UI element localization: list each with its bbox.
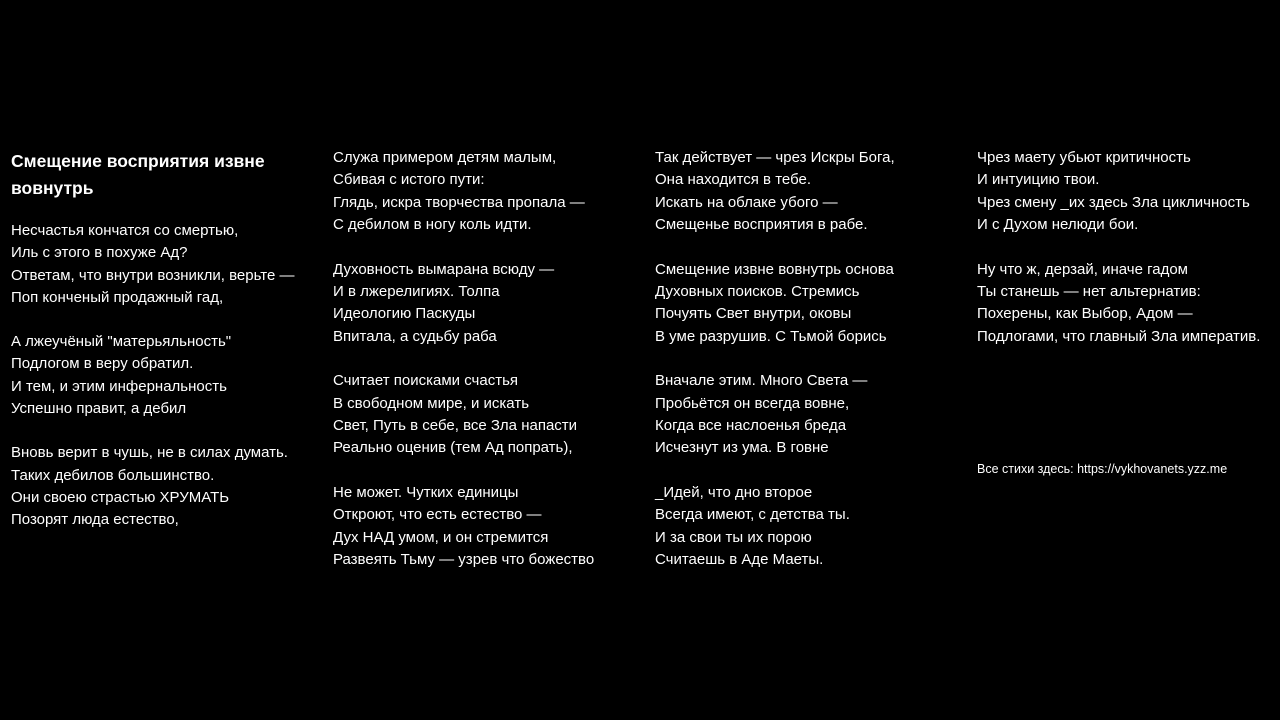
poem-line: Смещение извне вовнутрь основа	[655, 260, 894, 278]
poem-line: Почуять Свет внутри, оковы	[655, 305, 852, 323]
stanza-3-3	[655, 370, 965, 459]
poem-line: Вновь верит в чушь, не в силах думать.	[11, 444, 288, 462]
poem-line: Идеологию Паскуды	[333, 305, 476, 323]
poem-line: Позорят люда естество,	[11, 511, 179, 529]
column-3	[655, 147, 965, 594]
poem-line: Развеять Тьму — узрев что божество	[333, 550, 595, 568]
poem-line: Поп конченый продажный гад,	[11, 288, 224, 306]
poem-line: Чрез маету убьют критичность	[977, 149, 1191, 166]
poem-line: Вначале этим. Много Света —	[655, 372, 868, 390]
poem-line: Смещенье восприятия в рабе.	[655, 215, 868, 233]
poem-line: Реально оценив (тем Ад попрать),	[333, 439, 573, 457]
poem-line: Они своею страстью ХРУМАТЬ	[11, 488, 230, 506]
poem-line: А лжеучёный "матерьяльность"	[11, 333, 232, 351]
poem-line: И тем, и этим инфернальность	[11, 377, 227, 395]
poem-line: Сбивая с истого пути:	[333, 171, 485, 189]
stanza-4-2	[977, 259, 1277, 348]
poem-line: Духовных поисков. Стремись	[655, 282, 860, 300]
poem-line: Свет, Путь в себе, все Зла напасти	[333, 416, 578, 434]
poem-line: Несчастья кончатся со смертью,	[11, 222, 239, 239]
stanza-2-4	[333, 482, 643, 571]
poem-line: И за свои ты их порою	[655, 528, 812, 546]
poem-line: Впитала, а судьбу раба	[333, 327, 497, 345]
stanza-3-4	[655, 482, 965, 571]
poem-line: С дебилом в ногу коль идти.	[333, 215, 532, 233]
stanza-3-2	[655, 259, 965, 348]
poem-line: Так действует — чрез Искры Бога,	[655, 149, 895, 166]
poem-line: Исчезнут из ума. В говне	[655, 439, 829, 457]
column-2	[333, 147, 643, 594]
column-4	[977, 147, 1277, 370]
poem-line: Считает поисками счастья	[333, 372, 519, 390]
poem-line: Когда все наслоенья бреда	[655, 416, 847, 434]
stanza-1-3	[11, 442, 321, 531]
footer-link-text[interactable]: Все стихи здесь: https://vykhovanets.yzz.me	[977, 462, 1228, 476]
poem-line: Ответам, что внутри возникли, верьте —	[11, 266, 295, 284]
stanza-2-3	[333, 370, 643, 459]
poem-line: Подлогом в веру обратил.	[11, 355, 194, 373]
poem-line: Ты станешь — нет альтернатив:	[977, 282, 1201, 300]
poem-line: Пробьётся он всегда вовне,	[655, 394, 850, 412]
poem-line: Иль с этого в похуже Ад?	[11, 244, 188, 262]
poem-line: И интуицию твои.	[977, 171, 1100, 189]
poem-line: Дух НАД умом, и он стремится	[333, 528, 549, 546]
stanza-3-1	[655, 147, 965, 236]
poem-line: Не может. Чутких единицы	[333, 484, 519, 502]
poem-title: Смещение восприятия извне вовнутрь	[11, 151, 265, 198]
poem-line: Откроют, что есть естество —	[333, 506, 542, 524]
poem-line: Считаешь в Аде Маеты.	[655, 550, 824, 568]
stanza-4-1	[977, 147, 1277, 236]
poem-line: Ну что ж, дерзай, иначе гадом	[977, 260, 1188, 278]
poem-line: Духовность вымарана всюду —	[333, 260, 555, 278]
poem-line: Глядь, искра творчества пропала —	[333, 193, 585, 211]
poem-line: Всегда имеют, с детства ты.	[655, 506, 850, 524]
poem-line: В свободном мире, и искать	[333, 394, 530, 412]
poem-line: Искать на облаке убого —	[655, 193, 838, 211]
poem-line: Таких дебилов большинство.	[11, 466, 215, 484]
poem-line: И с Духом нелюди бои.	[977, 215, 1139, 233]
stanza-1-2	[11, 331, 321, 420]
poem-line: Подлогами, что главный Зла императив.	[977, 327, 1261, 345]
poem-line: Служа примером детям малым,	[333, 149, 557, 166]
stanza-2-2	[333, 259, 643, 348]
stanza-2-1	[333, 147, 643, 236]
poem-line: Успешно правит, а дебил	[11, 400, 187, 418]
poem-line: Она находится в тебе.	[655, 171, 811, 189]
poem-line: И в лжерелигиях. Толпа	[333, 282, 500, 300]
poem-line: Похерены, как Выбор, Адом —	[977, 305, 1193, 323]
poem-line: В уме разрушив. С Тьмой борись	[655, 327, 887, 345]
column-1	[11, 148, 321, 554]
poem-line: _Идей, что дно второе	[655, 484, 813, 502]
poem-line: Чрез смену _их здесь Зла цикличность	[977, 193, 1250, 211]
stanza-1-1	[11, 220, 321, 309]
